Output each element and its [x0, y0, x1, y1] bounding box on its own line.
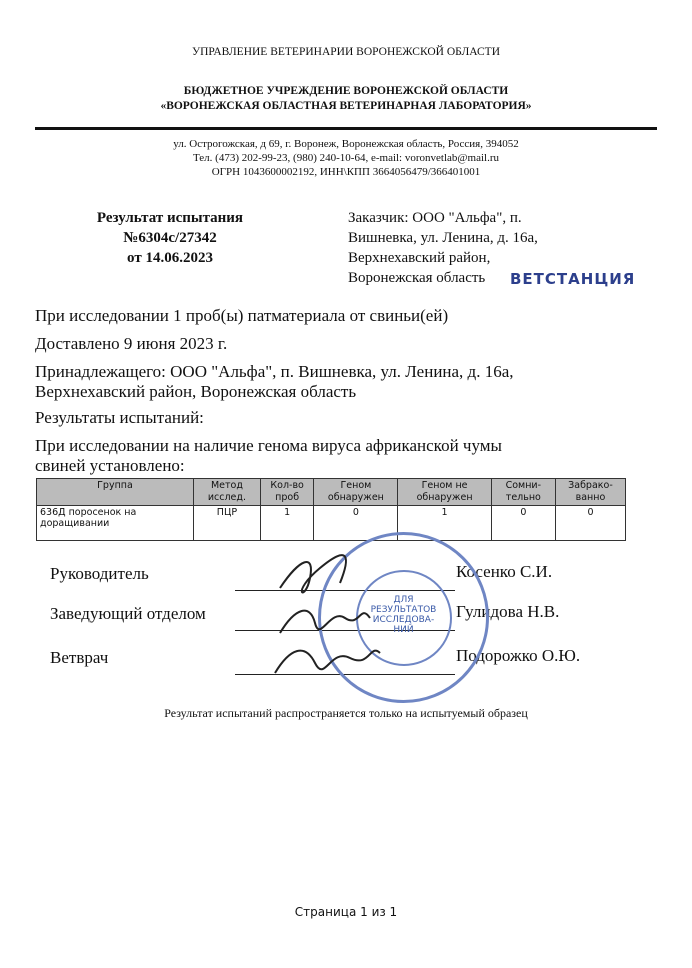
- cell: 0: [314, 506, 398, 541]
- customer-line: Верхнехавский район,: [348, 250, 491, 266]
- table-row: [37, 506, 626, 541]
- signature-role: Ветврач: [50, 648, 109, 667]
- paragraph: Доставлено 9 июня 2023 г.: [35, 334, 228, 353]
- signature-name: Гулидова Н.В.: [456, 602, 560, 621]
- col-header: Метод исслед.: [194, 479, 261, 506]
- customer-line: Воронежская область: [348, 270, 486, 286]
- paragraph: При исследовании на наличие генома вируса африканской чумы: [35, 436, 502, 455]
- footer-note: Результат испытаний распространяется только на испытуемый образец: [164, 706, 528, 720]
- signature-role: Заведующий отделом: [50, 604, 206, 623]
- cell: 0: [555, 506, 625, 541]
- ministry-name: УПРАВЛЕНИЕ ВЕТЕРИНАРИИ ВОРОНЕЖСКОЙ ОБЛАСТИ: [191, 46, 501, 58]
- customer-line: Заказчик: ООО "Альфа", п.: [348, 210, 522, 226]
- paragraph: Верхнехавский район, Воронежская область: [35, 382, 357, 401]
- result-title: Результат испытания: [96, 210, 244, 226]
- signature-role: Руководитель: [50, 564, 149, 583]
- cell: 1: [398, 506, 491, 541]
- stamp-vetstation: ВЕТСТАНЦИЯ: [510, 270, 636, 288]
- results-table: [36, 478, 626, 541]
- page-number: Страница 1 из 1: [294, 905, 398, 919]
- stamp-inner-text: ДЛЯ РЕЗУЛЬТАТОВ ИССЛЕДОВА-НИЙ: [370, 595, 437, 635]
- paragraph: При исследовании 1 проб(ы) патматериала от свиньи(ей): [35, 306, 449, 325]
- registration-ids: ОГРН 1043600002192, ИНН\КПП 3664056479/366401001: [211, 166, 481, 178]
- result-block: [80, 208, 260, 268]
- cell: 636Д поросенок на доращивании: [37, 506, 194, 541]
- paragraph: Принадлежащего: ООО "Альфа", п. Вишневка, ул. Ленина, д. 16а,: [35, 362, 514, 381]
- org-name-line1: БЮДЖЕТНОЕ УЧРЕЖДЕНИЕ ВОРОНЕЖСКОЙ ОБЛАСТИ: [183, 85, 509, 97]
- org-name-line2: «ВОРОНЕЖСКАЯ ОБЛАСТНАЯ ВЕТЕРИНАРНАЯ ЛАБОРАТОРИЯ»: [160, 100, 532, 112]
- phones: Тел. (473) 202-99-23, (980) 240-10-64, e-mail: voronvetlab@mail.ru: [192, 152, 499, 164]
- table-header-row: [37, 479, 626, 506]
- col-header: Забрако-ванно: [555, 479, 625, 506]
- address: ул. Острогожская, д 69, г. Воронеж, Воронежская область, Россия, 394052: [173, 138, 519, 150]
- col-header: Сомни-тельно: [491, 479, 555, 506]
- customer-line: Вишневка, ул. Ленина, д. 16а,: [348, 230, 538, 246]
- col-header: Геном обнаружен: [314, 479, 398, 506]
- header-divider: [35, 127, 657, 130]
- paragraph: свиней установлено:: [35, 456, 185, 475]
- col-header: Кол-во проб: [260, 479, 314, 506]
- result-date: от 14.06.2023: [127, 250, 213, 266]
- cell: 1: [260, 506, 314, 541]
- result-number: №6304с/27342: [123, 230, 217, 246]
- paragraph: Результаты испытаний:: [35, 408, 204, 427]
- signature-name: Подорожко О.Ю.: [456, 646, 581, 665]
- col-header: Геном не обнаружен: [398, 479, 491, 506]
- cell: ПЦР: [194, 506, 261, 541]
- handwritten-signatures: [260, 548, 390, 688]
- signature-name: Косенко С.И.: [456, 562, 553, 581]
- col-header: Группа: [37, 479, 194, 506]
- cell: 0: [491, 506, 555, 541]
